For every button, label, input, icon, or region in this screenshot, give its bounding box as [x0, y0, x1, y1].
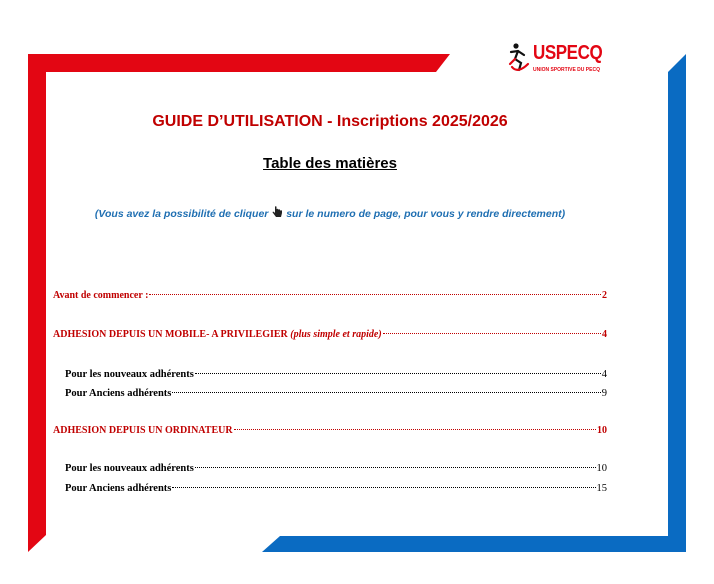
logo-tagline: UNION SPORTIVE DU PECQ	[533, 67, 600, 73]
toc-leader-dots	[234, 429, 596, 430]
logo-brand: USPECQ	[533, 42, 603, 64]
toc-page-link[interactable]: 15	[596, 483, 607, 494]
toc-entry-label: ADHESION DEPUIS UN ORDINATEUR	[53, 425, 233, 436]
toc-entry-mobile-anciens[interactable]	[65, 388, 607, 399]
toc-page-link[interactable]: 2	[602, 290, 607, 301]
toc-entry-ordinateur-nouveaux[interactable]	[65, 463, 607, 474]
toc-entry-ordinateur-anciens[interactable]	[65, 483, 607, 494]
toc-leader-dots	[195, 373, 601, 374]
toc-leader-dots	[172, 487, 595, 488]
toc-page-link[interactable]: 9	[601, 388, 607, 399]
toc-heading: Table des matières	[263, 155, 397, 172]
toc-leader-dots	[149, 294, 601, 295]
toc-entry-label: Pour les nouveaux adhérents	[65, 369, 194, 380]
toc-entry-label: Pour Anciens adhérents	[65, 483, 172, 494]
note-text-before: (Vous avez la possibilité de cliquer	[94, 208, 269, 220]
toc-entry-label: Pour les nouveaux adhérents	[65, 463, 194, 474]
runner-icon	[510, 43, 528, 70]
hand-cursor-icon	[271, 206, 283, 218]
toc-entry-label-emphasis: (plus simple et rapide)	[290, 329, 382, 340]
toc-entry-label-main: ADHESION DEPUIS UN MOBILE- A PRIVILEGIER	[53, 329, 288, 340]
toc-page-link[interactable]: 4	[601, 369, 607, 380]
note-text-after: sur le numero de page, pour vous y rendre directement)	[286, 208, 566, 220]
click-instruction-note	[0, 206, 660, 220]
toc-leader-dots	[195, 467, 596, 468]
toc-entry-label: Pour Anciens adhérents	[65, 388, 172, 399]
toc-page-link[interactable]: 10	[597, 425, 607, 436]
toc-entry-mobile-nouveaux[interactable]	[65, 369, 607, 380]
toc-page-link[interactable]: 10	[596, 463, 607, 474]
toc-entry-adhesion-ordinateur[interactable]	[53, 425, 607, 436]
toc-entry-adhesion-mobile[interactable]	[53, 329, 607, 340]
toc-entry-label: Avant de commencer :	[53, 290, 149, 301]
toc-leader-dots	[172, 392, 600, 393]
toc-entry-avant-de-commencer[interactable]	[53, 290, 607, 301]
toc-page-link[interactable]: 4	[602, 329, 607, 340]
toc-leader-dots	[383, 333, 601, 334]
toc-entry-label	[53, 329, 382, 340]
document-title: GUIDE D’UTILISATION - Inscriptions 2025/2026	[152, 113, 508, 130]
